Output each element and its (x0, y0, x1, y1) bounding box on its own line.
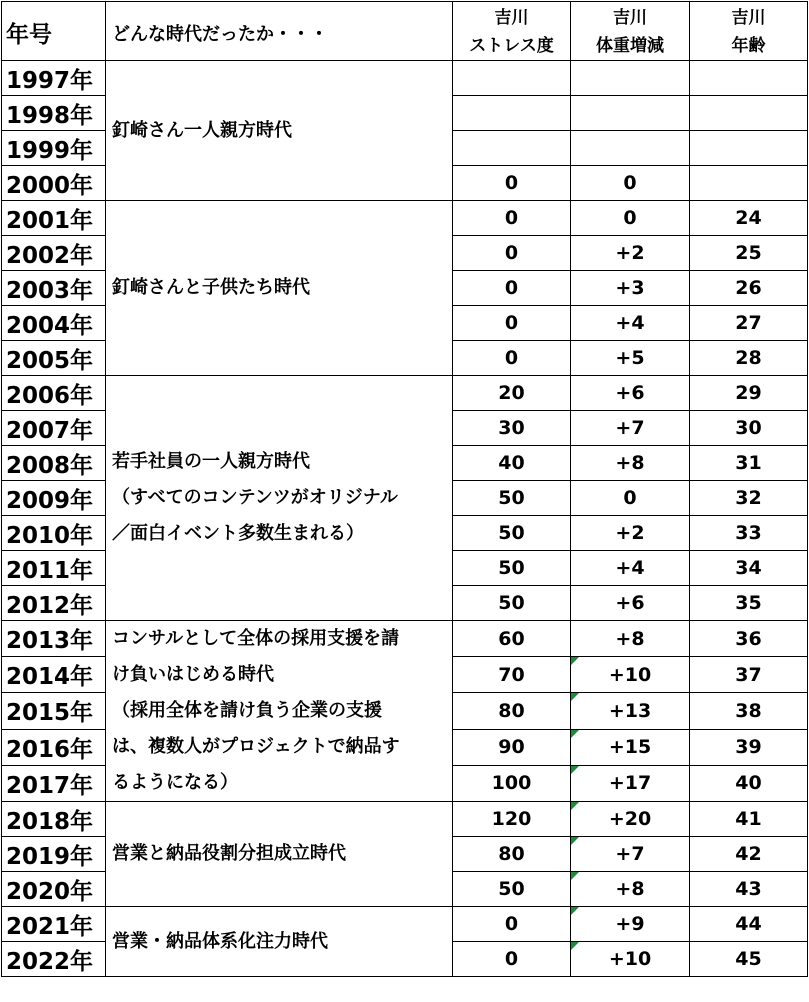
stress-cell[interactable]: 80 (453, 837, 571, 872)
era-cell[interactable]: 営業・納品体系化注力時代 (106, 907, 453, 977)
year-cell[interactable]: 2007年 (2, 411, 106, 446)
stress-cell[interactable]: 0 (453, 942, 571, 977)
stress-cell[interactable]: 80 (453, 693, 571, 729)
weight-cell[interactable]: +7 (571, 837, 690, 872)
stress-cell[interactable]: 90 (453, 729, 571, 765)
stress-cell[interactable]: 0 (453, 201, 571, 236)
stress-cell[interactable]: 50 (453, 481, 571, 516)
weight-cell[interactable]: +9 (571, 907, 690, 942)
stress-cell[interactable]: 120 (453, 802, 571, 837)
year-cell[interactable]: 2019年 (2, 837, 106, 872)
age-cell[interactable]: 39 (690, 729, 808, 765)
table-row (2, 621, 808, 657)
year-cell[interactable]: 2012年 (2, 586, 106, 621)
age-cell[interactable] (690, 61, 808, 96)
age-cell[interactable]: 35 (690, 586, 808, 621)
age-cell[interactable]: 42 (690, 837, 808, 872)
stress-cell[interactable] (453, 61, 571, 96)
stress-cell[interactable]: 50 (453, 516, 571, 551)
age-cell[interactable]: 26 (690, 271, 808, 306)
weight-cell[interactable] (571, 96, 690, 131)
year-cell[interactable]: 2015年 (2, 693, 106, 729)
stress-cell[interactable]: 70 (453, 657, 571, 693)
stress-cell[interactable]: 0 (453, 306, 571, 341)
table-row (2, 201, 808, 236)
year-cell[interactable]: 2004年 (2, 306, 106, 341)
year-cell[interactable]: 2020年 (2, 872, 106, 907)
year-cell[interactable]: 2010年 (2, 516, 106, 551)
table-row (2, 802, 808, 837)
header-year-cell[interactable]: 年号 (2, 2, 106, 61)
header-row (2, 2, 808, 61)
stress-cell[interactable]: 100 (453, 765, 571, 801)
weight-cell[interactable]: 0 (571, 166, 690, 201)
weight-cell[interactable]: +2 (571, 236, 690, 271)
stress-cell[interactable]: 0 (453, 166, 571, 201)
year-cell[interactable]: 2013年 (2, 621, 106, 657)
table-row (2, 907, 808, 942)
header-weight-cell[interactable]: 吉川 体重増減 (571, 2, 690, 61)
year-cell[interactable]: 2021年 (2, 907, 106, 942)
age-cell[interactable]: 29 (690, 376, 808, 411)
age-cell[interactable]: 41 (690, 802, 808, 837)
weight-cell[interactable]: +2 (571, 516, 690, 551)
year-cell[interactable]: 2006年 (2, 376, 106, 411)
weight-cell[interactable]: +17 (571, 765, 690, 801)
era-cell[interactable]: 若手社員の一人親方時代 （すべてのコンテンツがオリジナル ／面白イベント多数生まれる） (106, 376, 453, 621)
stress-cell[interactable]: 0 (453, 341, 571, 376)
stress-cell[interactable]: 0 (453, 271, 571, 306)
weight-cell[interactable]: +7 (571, 411, 690, 446)
age-cell[interactable]: 32 (690, 481, 808, 516)
table-row (2, 376, 808, 411)
year-cell[interactable]: 2016年 (2, 729, 106, 765)
year-cell[interactable]: 2000年 (2, 166, 106, 201)
year-cell[interactable]: 2009年 (2, 481, 106, 516)
table-row (2, 61, 808, 96)
header-era-cell[interactable]: どんな時代だったか・・・ (106, 2, 453, 61)
weight-cell[interactable]: +13 (571, 693, 690, 729)
year-cell[interactable]: 2001年 (2, 201, 106, 236)
weight-cell[interactable]: +4 (571, 551, 690, 586)
age-cell[interactable] (690, 166, 808, 201)
year-cell[interactable]: 2008年 (2, 446, 106, 481)
age-cell[interactable]: 43 (690, 872, 808, 907)
year-cell[interactable]: 2022年 (2, 942, 106, 977)
era-cell[interactable]: 釘崎さんと子供たち時代 (106, 201, 453, 376)
age-cell[interactable]: 38 (690, 693, 808, 729)
age-cell[interactable]: 27 (690, 306, 808, 341)
weight-cell[interactable]: +10 (571, 942, 690, 977)
stress-cell[interactable]: 40 (453, 446, 571, 481)
stress-cell[interactable]: 50 (453, 586, 571, 621)
year-cell[interactable]: 2017年 (2, 765, 106, 801)
weight-cell[interactable]: +6 (571, 586, 690, 621)
age-cell[interactable]: 34 (690, 551, 808, 586)
timeline-table (1, 1, 808, 977)
year-cell[interactable]: 1997年 (2, 61, 106, 96)
year-cell[interactable]: 2014年 (2, 657, 106, 693)
age-cell[interactable] (690, 131, 808, 166)
weight-cell[interactable]: 0 (571, 201, 690, 236)
weight-cell[interactable]: +20 (571, 802, 690, 837)
stress-cell[interactable]: 0 (453, 907, 571, 942)
stress-cell[interactable]: 50 (453, 551, 571, 586)
weight-cell[interactable]: +3 (571, 271, 690, 306)
age-cell[interactable]: 44 (690, 907, 808, 942)
weight-cell[interactable]: 0 (571, 481, 690, 516)
stress-cell[interactable]: 0 (453, 236, 571, 271)
header-stress-cell[interactable]: 吉川 ストレス度 (453, 2, 571, 61)
stress-cell[interactable]: 20 (453, 376, 571, 411)
age-cell[interactable] (690, 96, 808, 131)
year-cell[interactable]: 2011年 (2, 551, 106, 586)
weight-cell[interactable]: +5 (571, 341, 690, 376)
weight-cell[interactable]: +8 (571, 872, 690, 907)
stress-cell[interactable]: 30 (453, 411, 571, 446)
weight-cell[interactable]: +15 (571, 729, 690, 765)
weight-cell[interactable]: +10 (571, 657, 690, 693)
header-age-cell[interactable]: 吉川 年齢 (690, 2, 808, 61)
age-cell[interactable]: 28 (690, 341, 808, 376)
age-cell[interactable]: 37 (690, 657, 808, 693)
stress-cell[interactable]: 60 (453, 621, 571, 657)
age-cell[interactable]: 40 (690, 765, 808, 801)
year-cell[interactable]: 1998年 (2, 96, 106, 131)
era-cell[interactable]: コンサルとして全体の採用支援を請 け負いはじめる時代 （採用全体を請け負う企業の支援 は、複数人がプロジェクトで納品す るようになる） (106, 621, 453, 802)
stress-cell[interactable] (453, 131, 571, 166)
age-cell[interactable]: 31 (690, 446, 808, 481)
weight-cell[interactable] (571, 131, 690, 166)
age-cell[interactable]: 25 (690, 236, 808, 271)
weight-cell[interactable]: +4 (571, 306, 690, 341)
year-cell[interactable]: 1999年 (2, 131, 106, 166)
weight-cell[interactable]: +6 (571, 376, 690, 411)
year-cell[interactable]: 2005年 (2, 341, 106, 376)
weight-cell[interactable]: +8 (571, 446, 690, 481)
year-cell[interactable]: 2003年 (2, 271, 106, 306)
weight-cell[interactable]: +8 (571, 621, 690, 657)
year-cell[interactable]: 2018年 (2, 802, 106, 837)
stress-cell[interactable]: 50 (453, 872, 571, 907)
stress-cell[interactable] (453, 96, 571, 131)
era-cell[interactable]: 釘崎さん一人親方時代 (106, 61, 453, 201)
age-cell[interactable]: 45 (690, 942, 808, 977)
age-cell[interactable]: 24 (690, 201, 808, 236)
age-cell[interactable]: 36 (690, 621, 808, 657)
age-cell[interactable]: 30 (690, 411, 808, 446)
era-cell[interactable]: 営業と納品役割分担成立時代 (106, 802, 453, 907)
year-cell[interactable]: 2002年 (2, 236, 106, 271)
weight-cell[interactable] (571, 61, 690, 96)
age-cell[interactable]: 33 (690, 516, 808, 551)
